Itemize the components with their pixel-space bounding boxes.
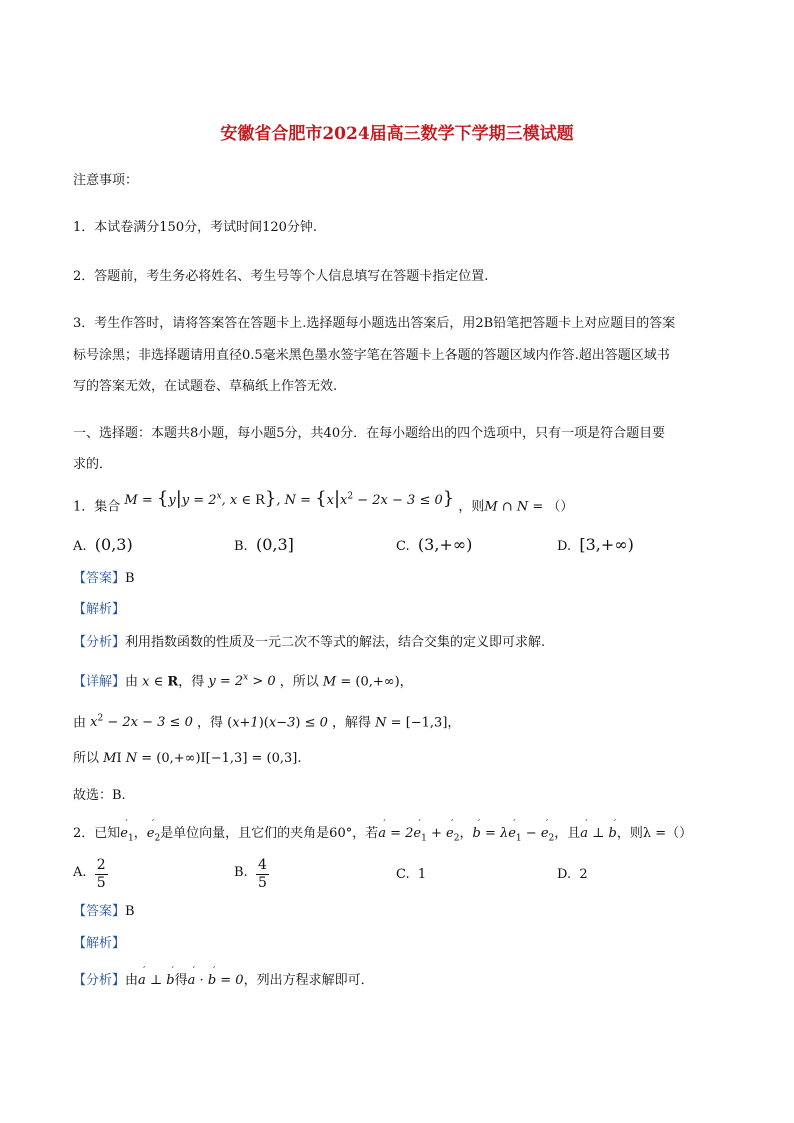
q1-option-a: A. (0,3) bbox=[73, 535, 133, 554]
q1-answer: 【答案】B bbox=[73, 571, 135, 586]
q2-option-b: B. $\frac{4}{5}$ bbox=[234, 857, 267, 891]
section-heading-line2: 求的． bbox=[73, 457, 113, 472]
q2-option-d: D. 2 bbox=[557, 867, 588, 882]
page-title: 安徽省合肥市2024届高三数学下学期三模试题 bbox=[220, 124, 574, 144]
q1-xiangjie-line2: 由 $x^2 - 2x - 3 \le 0$ ，得 (x+1)(x−3) ≤ 0 ，解得 N = [−1,3]， bbox=[73, 714, 461, 731]
notice-item-1: 1．本试卷满分150分，考试时间120分钟. bbox=[73, 220, 318, 235]
question-number: 1．集合 bbox=[73, 499, 121, 515]
q1-option-c: C. (3,+∞) bbox=[396, 535, 473, 554]
q2-fenxi: 【分析】由´ a ⊥ ´ b得´ a · ´ b = 0，列出方程求解即可． bbox=[73, 972, 374, 990]
notice-item-2: 2．答题前，考生务必将姓名、考生号等个人信息填写在答题卡指定位置. bbox=[73, 269, 489, 284]
notice-item-3a: 3．考生作答时，请将答案答在答题卡上.选择题每小题选出答案后，用2B铅笔把答题卡上对应题目的答案 bbox=[73, 316, 676, 331]
notice-heading: 注意事项： bbox=[73, 173, 139, 188]
q1-option-d: D. [3,+∞) bbox=[557, 535, 634, 554]
q1-analysis-label: 【解析】 bbox=[73, 602, 126, 617]
question-2: 2．已知´ $e_1$，´ $e_2$是单位向量，且它们的夹角是60°，若´ a = 2´ $e_1$ + ´ $e_2$，´ b = λ´ $e_1$ − ´ $e_2$，且´ a ⊥ ´ b，则λ =（） bbox=[73, 825, 692, 848]
q2-answer: 【答案】B bbox=[73, 904, 135, 919]
notice-item-3c: 写的答案无效，在试题卷、草稿纸上作答无效. bbox=[73, 379, 338, 394]
set-m-expression: $M = \{y|y = 2^x$, x ∈ R}, $N = \{x|x^2 - 2x - 3 \le 0\}$ bbox=[124, 488, 455, 510]
intersection-expression: M ∩ N = bbox=[484, 499, 544, 515]
q1-xiangjie-line1: 【详解】由 x ∈ R，得 $y = 2^x > 0$ ，所以 M = (0,+∞)， bbox=[73, 673, 413, 690]
q2-option-a: A. $\frac{2}{5}$ bbox=[73, 857, 106, 891]
question-1: 1．集合 $M = \{y|y = 2^x$, x ∈ R}, $N = \{x|x^2 - 2x - 3 \le 0\}$ ，则M ∩ N = （） bbox=[73, 488, 574, 515]
notice-item-3b: 标号涂黑；非选择题请用直径0.5毫米黑色墨水签字笔在答题卡上各题的答题区域内作答.超出答题区域书 bbox=[73, 348, 670, 363]
q1-option-b: B. (0,3] bbox=[234, 535, 294, 554]
q2-option-c: C. 1 bbox=[396, 867, 427, 882]
q1-conclusion: 故选：B. bbox=[73, 788, 126, 803]
q1-fenxi: 【分析】利用指数函数的性质及一元二次不等式的解法，结合交集的定义即可求解. bbox=[73, 635, 546, 650]
q2-analysis-label: 【解析】 bbox=[73, 936, 126, 951]
q1-xiangjie-line3: 所以 MⅠ N = (0,+∞)Ⅰ[−1,3] = (0,3]. bbox=[73, 751, 302, 766]
section-heading-line1: 一、选择题：本题共8小题，每小题5分，共40分．在每小题给出的四个选项中，只有一项是符合题目要 bbox=[73, 426, 666, 441]
